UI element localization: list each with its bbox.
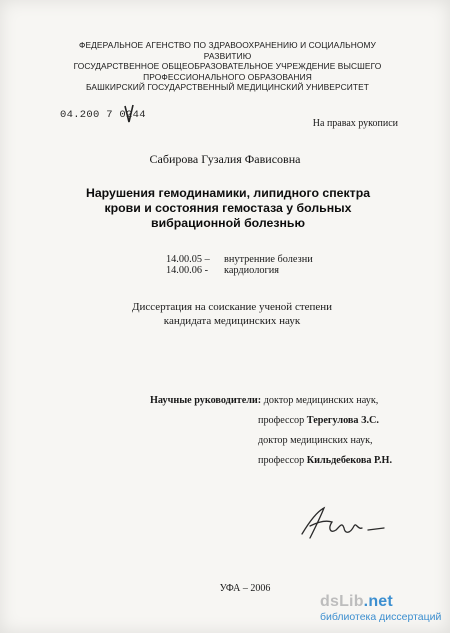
header-line-1: ФЕДЕРАЛЬНОЕ АГЕНСТВО ПО ЗДРАВООХРАНЕНИЮ И СОЦИАЛЬНОМУ xyxy=(79,40,376,50)
city-year: УФА – 2006 xyxy=(219,583,271,594)
advisor-row xyxy=(150,391,392,411)
header-line-2: РАЗВИТИЮ xyxy=(203,50,252,61)
degree-statement xyxy=(0,300,450,328)
advisors-label: Научные руководители: xyxy=(150,395,262,406)
advisor-2-name: Кильдебекова Р.Н. xyxy=(306,455,392,466)
advisor-2-title: профессор xyxy=(258,455,307,466)
institution-header xyxy=(55,40,400,93)
advisor-1-title: профессор xyxy=(258,415,307,426)
specialty-row xyxy=(166,254,313,265)
watermark-site xyxy=(320,593,393,611)
header-line-5: БАШКИРСКИЙ ГОСУДАРСТВЕННЫЙ МЕДИЦИНСКИЙ УНИВЕРСИТЕТ xyxy=(86,82,369,92)
specialty-name: кардиология xyxy=(224,265,279,276)
dissertation-title xyxy=(60,186,396,231)
advisor-row xyxy=(150,431,392,451)
advisor-row xyxy=(150,411,392,431)
registration-stamp-number: 04.200 7 0244 xyxy=(60,109,146,121)
watermark-site-tld: .net xyxy=(363,593,393,610)
title-line-1: Нарушения гемодинамики, липидного спектра xyxy=(85,186,371,200)
specialty-row xyxy=(166,265,313,276)
watermark-subtitle: библиотека диссертаций xyxy=(320,611,442,623)
watermark-site-main: dsLib xyxy=(320,593,364,610)
advisor-2-degree: доктор медицинских наук, xyxy=(258,435,373,446)
advisor-row xyxy=(150,451,392,471)
header-line-3: ГОСУДАРСТВЕННОЕ ОБЩЕОБРАЗОВАТЕЛЬНОЕ УЧРЕЖДЕНИЕ ВЫСШЕГО xyxy=(73,61,382,71)
specialty-code: 14.00.06 - xyxy=(166,265,209,276)
title-line-2: крови и состояния гемостаза у больных xyxy=(104,201,352,215)
dslib-watermark xyxy=(320,593,444,627)
advisor-1-name: Терегулова З.С. xyxy=(306,415,379,426)
stamp-check-icon xyxy=(122,104,136,126)
manuscript-rights-note: На правах рукописи xyxy=(312,118,398,129)
degree-line-1: Диссертация на соискание ученой степени xyxy=(131,301,333,313)
header-line-4: ПРОФЕССИОНАЛЬНОГО ОБРАЗОВАНИЯ xyxy=(143,71,312,82)
scientific-advisors xyxy=(150,391,392,471)
degree-line-2: кандидата медицинских наук xyxy=(163,315,301,327)
specialty-code: 14.00.05 – xyxy=(166,254,210,265)
advisor-1-degree: доктор медицинских наук, xyxy=(261,395,379,406)
handwritten-signature xyxy=(298,504,390,544)
specialty-codes xyxy=(166,254,313,276)
title-line-3: вибрационной болезнью xyxy=(151,216,305,230)
author-name: Сабирова Гузалия Фависовна xyxy=(149,152,301,166)
specialty-name: внутренние болезни xyxy=(224,254,313,265)
